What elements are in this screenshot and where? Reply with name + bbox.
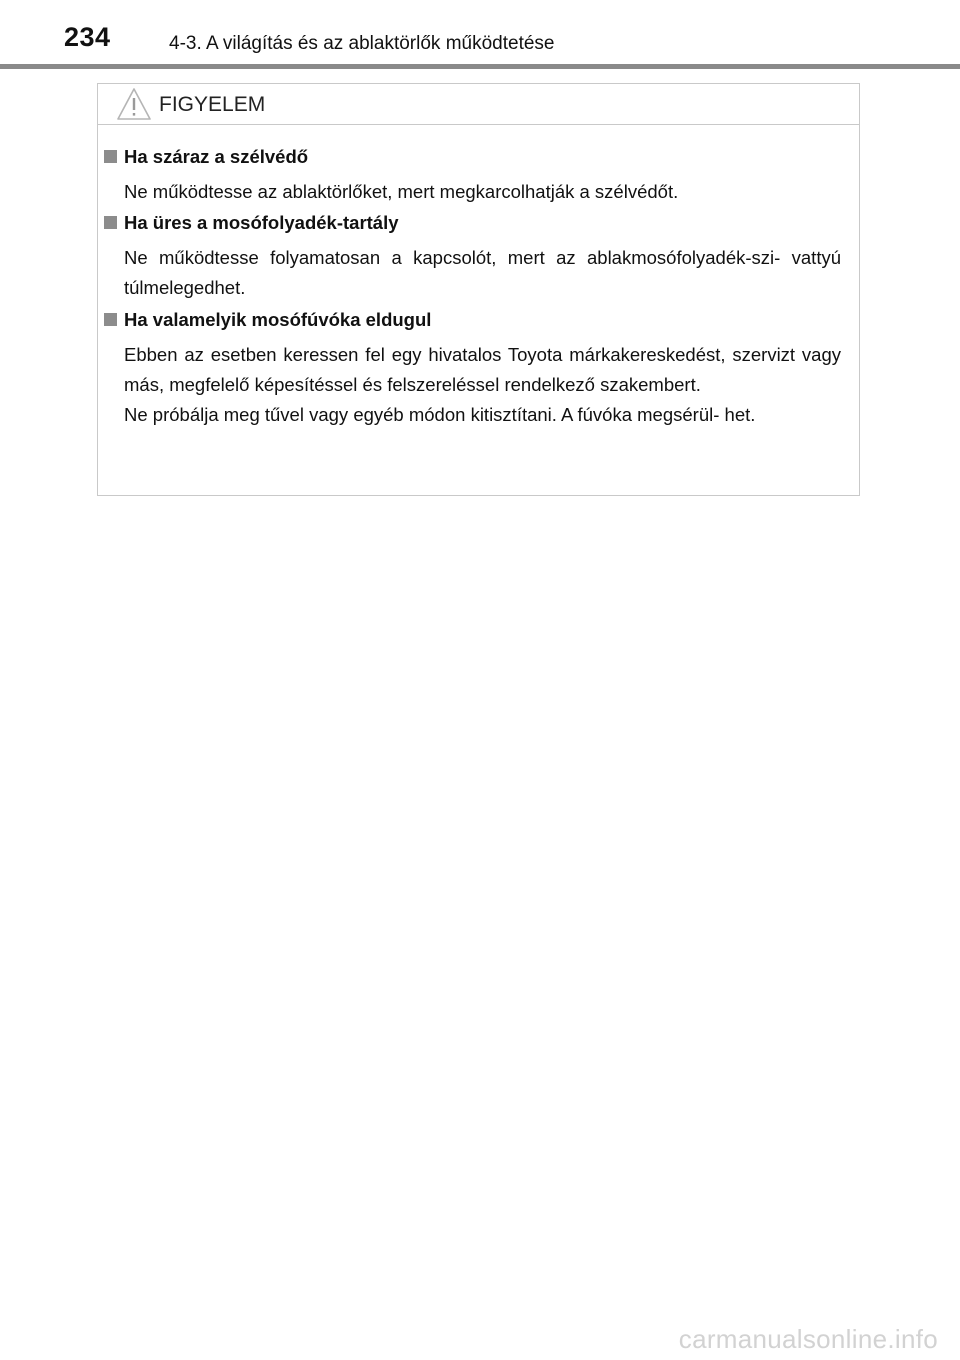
header-rule (0, 64, 960, 69)
bullet-square-icon (104, 313, 117, 326)
chapter-title: 4-3. A világítás és az ablaktörlők működtetése (169, 33, 555, 54)
section-paragraph: Ne próbálja meg tűvel vagy egyéb módon kitisztítani. A fúvóka megsérül- het. (124, 404, 756, 425)
bullet-square-icon (104, 150, 117, 163)
warning-box (97, 83, 860, 496)
section-paragraph: Ebben az esetben keressen fel egy hivatalos Toyota márkakereskedést, szervizt vagy más, megfelelő képesítéssel és felszereléssel rendelkező szakembert. (124, 344, 841, 395)
section-body (124, 177, 841, 207)
section-heading: Ha száraz a szélvédő (124, 146, 309, 167)
section-body (124, 243, 841, 303)
section-paragraph: Ne működtesse folyamatosan a kapcsolót, mert az ablakmosófolyadék-szi- vattyú túlmelegedhet. (124, 247, 841, 298)
warning-header (98, 84, 859, 125)
warning-title: FIGYELEM (159, 93, 266, 116)
section-heading: Ha üres a mosófolyadék-tartály (124, 212, 399, 233)
section-body (124, 340, 841, 430)
section-paragraph: Ne működtesse az ablaktörlőket, mert megkarcolhatják a szélvédőt. (124, 181, 679, 202)
warning-triangle-icon (116, 87, 152, 121)
section-heading: Ha valamelyik mosófúvóka eldugul (124, 309, 432, 330)
bullet-square-icon (104, 216, 117, 229)
page-number: 234 (64, 22, 111, 52)
watermark: carmanualsonline.info (678, 1324, 938, 1354)
